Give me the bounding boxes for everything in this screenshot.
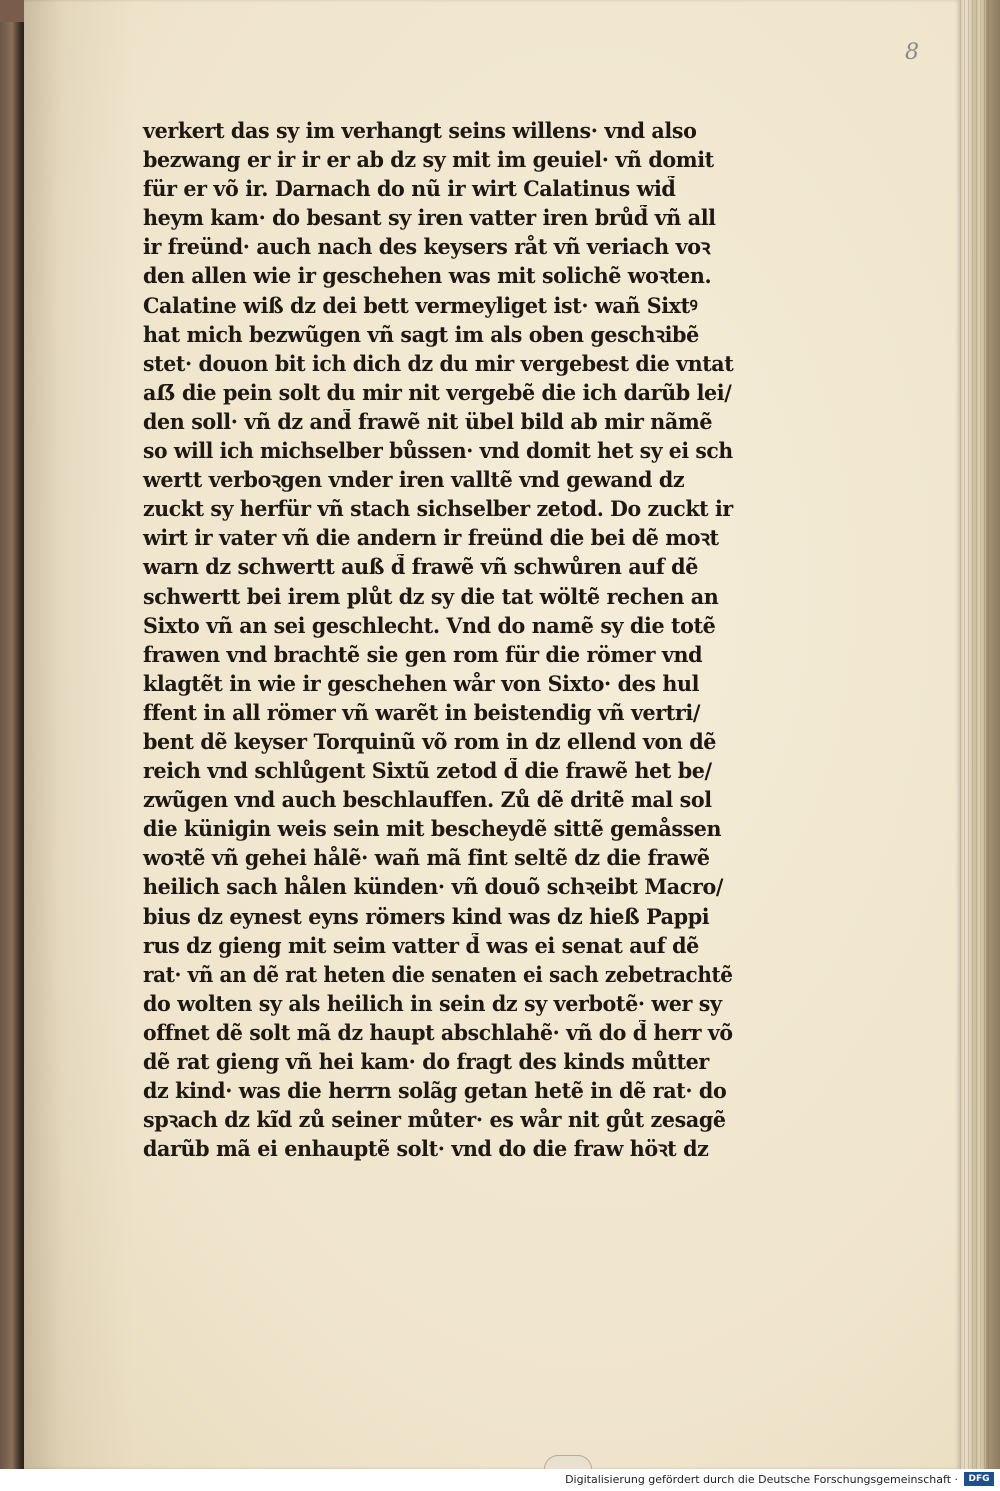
text-line: woꝛtẽ vñ gehei hålẽ· wañ mã fint seltẽ dz die frawẽ xyxy=(143,845,710,871)
text-line: wertt verboꝛgen vnder iren valltẽ vnd gewand dz xyxy=(143,467,685,493)
text-line: hat mich bezwũgen vñ sagt im als oben geschꝛibẽ xyxy=(143,321,699,347)
text-line: Sixto vñ an sei geschlecht. Vnd do namẽ sy die totẽ xyxy=(143,612,716,638)
text-line: spꝛach dz kĩd zů seiner můter· es wår nit gůt zesagẽ xyxy=(143,1107,726,1133)
text-line: aẞ die pein solt du mir nit vergebẽ die ich darũb lei/ xyxy=(143,379,732,405)
text-line: heilich sach hålen künden· vñ douõ schꝛeibt Macro/ xyxy=(143,874,723,900)
page-stack-lines xyxy=(960,0,990,1469)
text-line: dz kind· was die herrn solãg getan hetẽ in dẽ rat· do xyxy=(143,1078,727,1104)
text-line: stet· douon bit ich dich dz du mir vergebest die vntat xyxy=(143,350,734,376)
text-line: zuckt sy herfür vñ stach sichselber zetod. Do zuckt ir xyxy=(143,496,733,522)
text-line: verkert das sy im verhangt seins willens· vnd also xyxy=(143,118,697,143)
text-line: klagtẽt in wie ir geschehen wår von Sixto· des hul xyxy=(143,670,700,696)
text-line: rus dz gieng mit seim vatter d̃ was ei senat auf dẽ xyxy=(143,932,699,958)
text-line: so will ich michselber bůssen· vnd domit het sy ei sch xyxy=(143,438,733,464)
text-line: den allen wie ir geschehen was mit solichẽ woꝛten. xyxy=(143,263,712,289)
page-tab xyxy=(544,1455,592,1469)
text-line: die künigin weis sein mit bescheydẽ sittẽ gemåssen xyxy=(143,816,722,842)
text-line: zwũgen vnd auch beschlauffen. Zů dẽ dritẽ mal sol xyxy=(143,787,712,813)
text-line: heym kam· do besant sy iren vatter iren brůd̃ vñ all xyxy=(143,205,716,231)
text-line: bent dẽ keyser Torquinũ võ rom in dz ellend von dẽ xyxy=(143,728,717,754)
text-block xyxy=(143,116,743,1163)
text-line: schwertt bei irem plůt dz sy die tat wöltẽ rechen an xyxy=(143,583,719,609)
text-line: ir freünd· auch nach des keysers råt vñ veriach voꝛ xyxy=(143,234,710,260)
text-line: offnet dẽ solt mã dz haupt abschlahẽ· vñ do d̃ herr võ xyxy=(143,1019,733,1045)
text-line: do wolten sy als heilich in sein dz sy verbotẽ· wer sy xyxy=(143,990,722,1016)
text-line: rat· vñ an dẽ rat heten die senaten ei sach zebetrachtẽ xyxy=(143,961,733,987)
funding-credit: Digitalisierung gefördert durch die Deutsche Forschungsgemeinschaft · xyxy=(565,1473,958,1486)
footer-bar xyxy=(0,1469,1000,1491)
text-line: für er võ ir. Darnach do nũ ir wirt Calatinus wid̃ xyxy=(143,176,676,202)
text-line: ffent in all römer vñ warẽt in beistendig vñ vertri/ xyxy=(143,699,701,725)
text-line: bius dz eynest eyns römers kind was dz hieß Pappi xyxy=(143,903,710,929)
folio-number: 8 xyxy=(905,40,919,65)
text-line: frawen vnd brachtẽ sie gen rom für die römer vnd xyxy=(143,641,703,667)
text-line: reich vnd schlůgent Sixtũ zetod d̃ die frawẽ het be/ xyxy=(143,758,712,784)
text-line: warn dz schwertt auß d̃ frawẽ vñ schwůren auf dẽ xyxy=(143,554,698,580)
dfg-logo: DFG xyxy=(964,1472,994,1486)
text-line: dẽ rat gieng vñ hei kam· do fragt des kinds můtter xyxy=(143,1049,709,1074)
text-line: wirt ir vater vñ die andern ir freünd die bei dẽ moꝛt xyxy=(143,525,719,551)
text-line: den soll· vñ dz and̃ frawẽ nit übel bild ab mir nãmẽ xyxy=(143,408,713,434)
text-line: bezwang er ir ir er ab dz sy mit im geuiel· vñ domit xyxy=(143,147,714,173)
text-line: Calatine wiß dz dei bett vermeyliget ist· wañ Sixtꝰ xyxy=(143,292,698,318)
text-line: darũb mã ei enhauptẽ solt· vnd do die fraw höꝛt dz xyxy=(143,1136,709,1162)
